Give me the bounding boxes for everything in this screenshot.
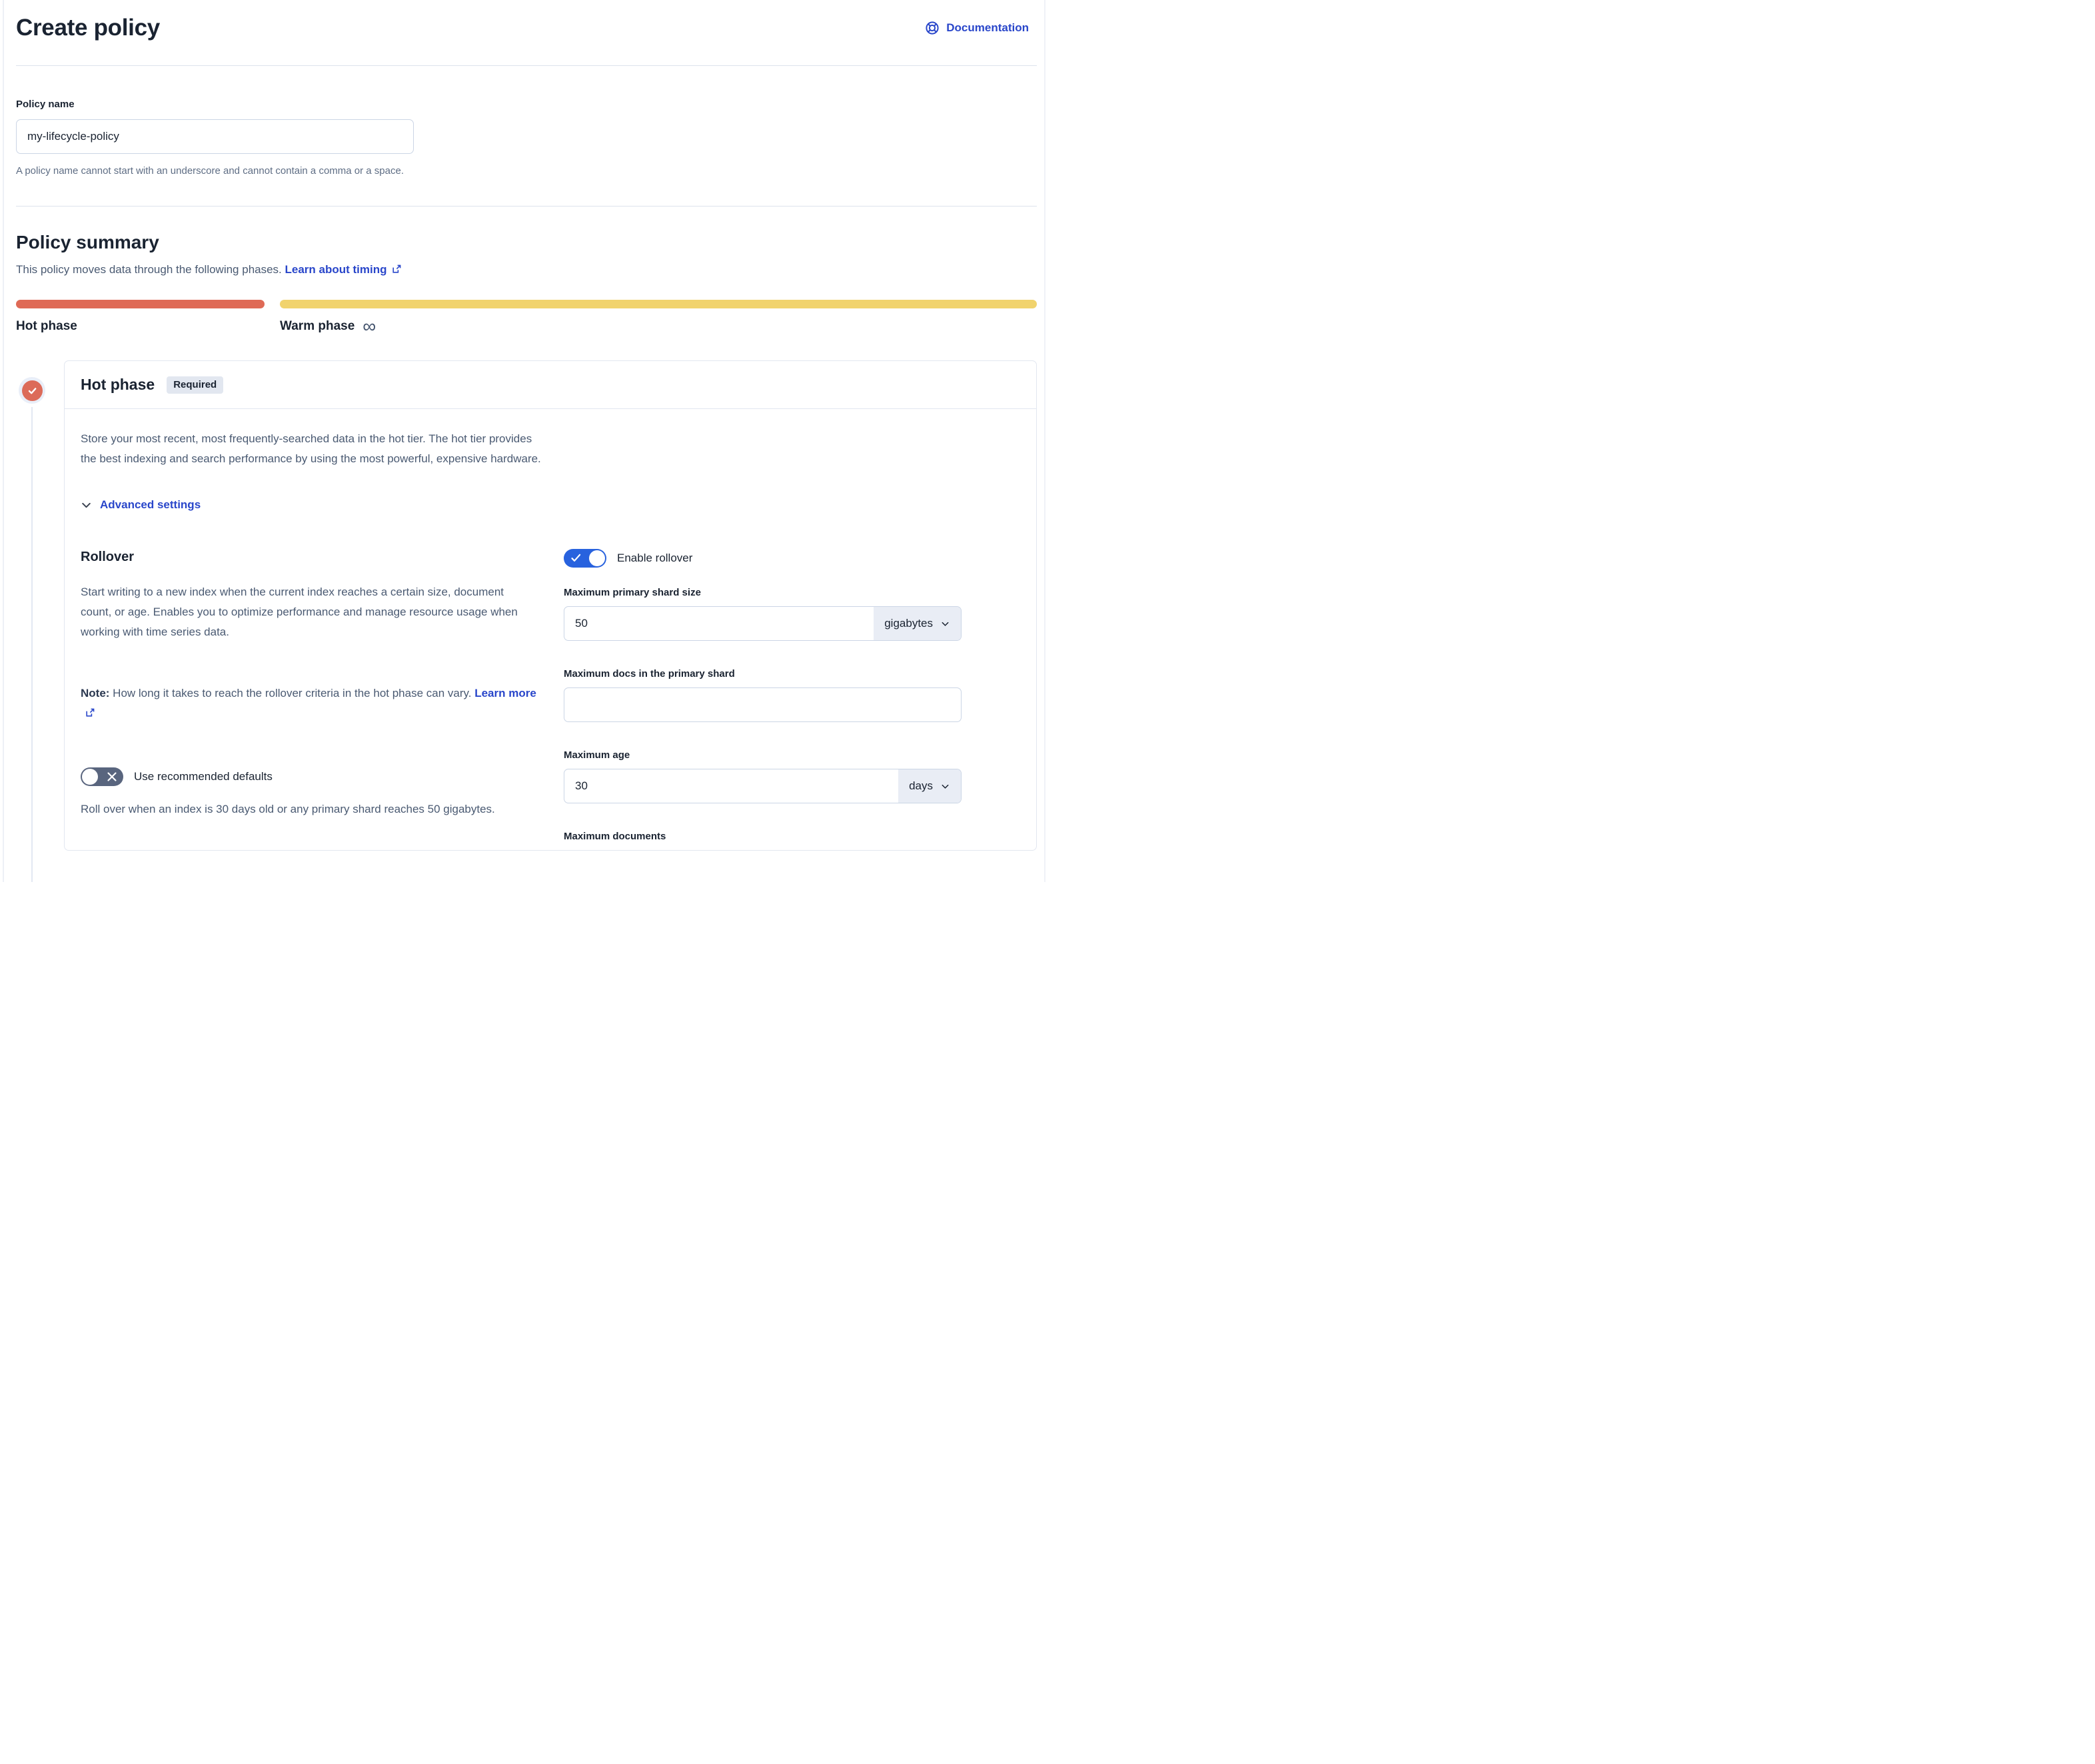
max-docs-input[interactable] <box>564 688 961 721</box>
hot-phase-panel-title: Hot phase <box>81 376 155 393</box>
enable-rollover-row <box>564 549 1020 568</box>
max-primary-shard-size-input[interactable] <box>564 607 874 640</box>
help-lifebuoy-icon <box>925 21 940 35</box>
max-documents-label: Maximum documents <box>564 831 666 842</box>
external-link-icon <box>85 705 95 725</box>
rollover-title: Rollover <box>81 550 135 564</box>
rollover-form-group <box>81 549 1020 850</box>
policy-name-help-text: A policy name cannot start with an underscore and cannot contain a comma or a space. <box>16 165 404 177</box>
chevron-down-icon <box>940 619 950 629</box>
hot-phase-panel-body <box>65 409 1036 850</box>
documentation-link[interactable] <box>925 21 1029 35</box>
policy-summary-title: Policy summary <box>16 232 159 252</box>
advanced-settings-label: Advanced settings <box>100 498 201 511</box>
hot-phase-timeline-label: Hot phase <box>16 319 77 333</box>
divider <box>16 65 1037 66</box>
phase-timeline <box>16 300 1037 308</box>
toggle-check-icon <box>570 553 582 567</box>
unit-select-value: gigabytes <box>884 617 933 630</box>
use-recommended-defaults-label: Use recommended defaults <box>134 770 273 783</box>
toggle-knob <box>589 550 605 566</box>
rollover-description: Start writing to a new index when the current index reaches a certain size, document count, or age. Enables you to optimize performance and manage resource usage when working with time series data. <box>81 586 518 638</box>
hot-phase-description: Store your most recent, most frequently-searched data in the hot tier. The hot tier provides the best indexing and search performance by using the most powerful, expensive hardware. <box>81 432 541 465</box>
policy-name-label: Policy name <box>16 99 75 110</box>
create-policy-page <box>0 0 1048 882</box>
warm-phase-timeline-label: Warm phase <box>280 319 355 333</box>
max-age-label: Maximum age <box>564 749 630 761</box>
policy-summary-section <box>16 232 1032 280</box>
hot-phase-step-indicator <box>19 377 45 404</box>
max-age-field <box>564 749 1020 803</box>
enable-rollover-label: Enable rollover <box>617 552 693 564</box>
phase-timeline-labels <box>16 316 1037 336</box>
toggle-x-icon <box>107 771 117 785</box>
max-documents-field <box>564 830 1020 843</box>
check-circle-icon <box>22 380 43 401</box>
max-primary-shard-size-field <box>564 586 1020 641</box>
summary-intro-text: This policy moves data through the following phases. <box>16 263 282 276</box>
max-docs-label: Maximum docs in the primary shard <box>564 668 735 679</box>
warm-phase-bar <box>280 300 1037 308</box>
learn-about-timing-link[interactable]: Learn about timing <box>285 263 387 276</box>
max-age-control <box>564 769 962 803</box>
policy-name-input[interactable] <box>16 119 414 154</box>
max-age-unit-select[interactable] <box>898 769 961 803</box>
chevron-down-icon <box>940 781 950 791</box>
page-title: Create policy <box>16 15 160 41</box>
max-primary-shard-size-unit-select[interactable] <box>874 607 961 640</box>
divider <box>16 206 1037 207</box>
page-header <box>0 0 1048 41</box>
phase-step-connector-line <box>31 407 33 882</box>
max-primary-shard-size-label: Maximum primary shard size <box>564 587 701 598</box>
learn-more-link[interactable]: Learn more <box>474 687 536 699</box>
use-recommended-defaults-row <box>81 767 537 786</box>
external-link-icon <box>391 262 402 280</box>
policy-summary-description <box>16 261 1032 280</box>
max-docs-field <box>564 667 1020 722</box>
note-text: How long it takes to reach the rollover criteria in the hot phase can vary. <box>109 687 475 699</box>
enable-rollover-toggle[interactable] <box>564 549 606 568</box>
required-badge: Required <box>167 376 223 394</box>
hot-phase-panel <box>64 360 1037 851</box>
hot-phase-panel-header <box>65 361 1036 409</box>
note-label: Note: <box>81 687 110 699</box>
rollover-fields-column <box>564 549 1020 850</box>
hot-phase-section <box>0 360 1048 851</box>
rollover-description-column <box>81 549 537 850</box>
use-recommended-defaults-toggle[interactable] <box>81 767 123 786</box>
max-primary-shard-size-control <box>564 606 962 641</box>
infinity-icon: ∞ <box>362 316 376 336</box>
rollover-defaults-summary: Roll over when an index is 30 days old or any primary shard reaches 50 gigabytes. <box>81 803 495 815</box>
max-docs-control <box>564 687 962 722</box>
advanced-settings-toggle[interactable] <box>81 498 1020 512</box>
documentation-label: Documentation <box>946 21 1029 34</box>
hot-phase-bar <box>16 300 265 308</box>
chevron-down-icon <box>81 500 92 511</box>
unit-select-value: days <box>909 779 933 792</box>
toggle-knob <box>82 769 98 785</box>
rollover-note <box>81 683 537 725</box>
max-age-input[interactable] <box>564 769 898 803</box>
policy-name-form-row <box>16 98 1032 179</box>
